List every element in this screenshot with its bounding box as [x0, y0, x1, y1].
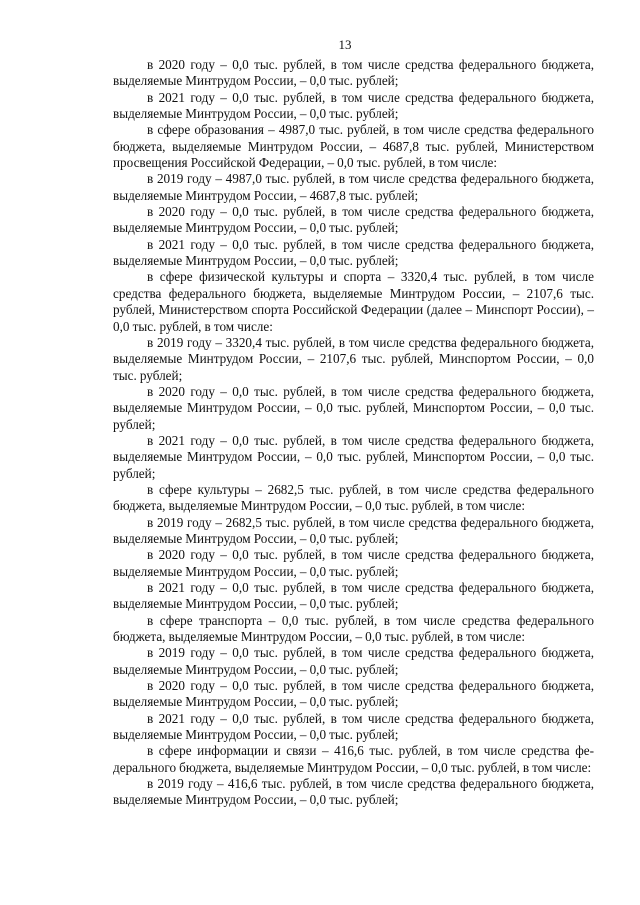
paragraph: в 2020 году – 0,0 тыс. рублей, в том числе средства федерального бюджета, выделяемые Минтрудом России, – 0,0 тыс. рублей; — [113, 57, 594, 89]
paragraph: в 2019 году – 416,6 тыс. рублей, в том числе средства федерального бюджета, выделяемые Минтрудом России, – 0,0 тыс. рублей; — [113, 776, 594, 808]
paragraph: в 2019 году – 4987,0 тыс. рублей, в том числе средства федерального бюджета, выделяемые Минтрудом России, – 4687,8 тыс. рублей; — [113, 171, 594, 203]
paragraph: в 2020 году – 0,0 тыс. рублей, в том числе средства федерального бюджета, выделяемые Минтрудом России, – 0,0 тыс. рублей, Минспортом России, – 0,0 тыс. рублей; — [113, 383, 594, 432]
paragraph: в 2021 году – 0,0 тыс. рублей, в том числе средства федерального бюджета, выделяемые Минтрудом России, – 0,0 тыс. рублей, Минспортом России, – 0,0 тыс. рублей; — [113, 432, 594, 481]
page-number: 13 — [338, 37, 352, 52]
document-body — [113, 57, 594, 809]
paragraph: в 2019 году – 0,0 тыс. рублей, в том числе средства федерального бюджета, выделяемые Минтрудом России, – 0,0 тыс. рублей; — [113, 645, 594, 677]
paragraph: в 2020 году – 0,0 тыс. рублей, в том числе средства федерального бюджета, выделяемые Минтрудом России, – 0,0 тыс. рублей; — [113, 678, 594, 710]
paragraph: в 2021 году – 0,0 тыс. рублей, в том числе средства федерального бюджета, выделяемые Минтрудом России, – 0,0 тыс. рублей; — [113, 236, 594, 269]
paragraph: в 2020 году – 0,0 тыс. рублей, в том числе средства федерального бюджета, выделяемые Минтрудом России, – 0,0 тыс. рублей; — [113, 204, 594, 236]
paragraph: в 2020 году – 0,0 тыс. рублей, в том числе средства федерального бюджета, выделяемые Минтрудом России, – 0,0 тыс. рублей; — [113, 547, 594, 579]
paragraph: в сфере образования – 4987,0 тыс. рублей, в том числе средства федерального бюджета, выделяемые Минтрудом России, – 4687,8 тыс. рублей, Министерством просвещения Российской Федерации, – 0,0 тыс. рублей, в том числе: — [113, 122, 594, 171]
paragraph: в сфере физической культуры и спорта – 3320,4 тыс. рублей, в том числе средства федерального бюджета, выделяемые Минтрудом России, – 2107,6 тыс. рублей, Министерством спорта Российской Федерации (далее – Минспорт России), – 0,0 тыс. рублей, в том числе: — [113, 269, 594, 334]
paragraph: в сфере транспорта – 0,0 тыс. рублей, в том числе средства федерального бюджета, выделяемые Минтрудом России, – 0,0 тыс. рублей, в том числе: — [113, 612, 594, 645]
paragraph: в 2019 году – 3320,4 тыс. рублей, в том числе средства федерального бюджета, выделяемые Минтрудом России, – 2107,6 тыс. рублей, Минспортом России, – 0,0 тыс. рублей; — [113, 334, 594, 383]
paragraph: в 2021 году – 0,0 тыс. рублей, в том числе средства федерального бюджета, выделяемые Минтрудом России, – 0,0 тыс. рублей; — [113, 710, 594, 743]
paragraph: в сфере культуры – 2682,5 тыс. рублей, в том числе средства федерального бюджета, выделяемые Минтрудом России, – 0,0 тыс. рублей, в том числе: — [113, 481, 594, 514]
paragraph: в 2021 году – 0,0 тыс. рублей, в том числе средства федерального бюджета, выделяемые Минтрудом России, – 0,0 тыс. рублей; — [113, 580, 594, 612]
paragraph: в 2019 году – 2682,5 тыс. рублей, в том числе средства федерального бюджета, выделяемые Минтрудом России, – 0,0 тыс. рублей; — [113, 514, 594, 546]
paragraph: в сфере информации и связи – 416,6 тыс. рублей, в том числе средства федерального бюджета, выделяемые Минтрудом России, – 0,0 тыс. рублей, в том числе: — [113, 743, 594, 775]
paragraph: в 2021 году – 0,0 тыс. рублей, в том числе средства федерального бюджета, выделяемые Минтрудом России, – 0,0 тыс. рублей; — [113, 89, 594, 122]
